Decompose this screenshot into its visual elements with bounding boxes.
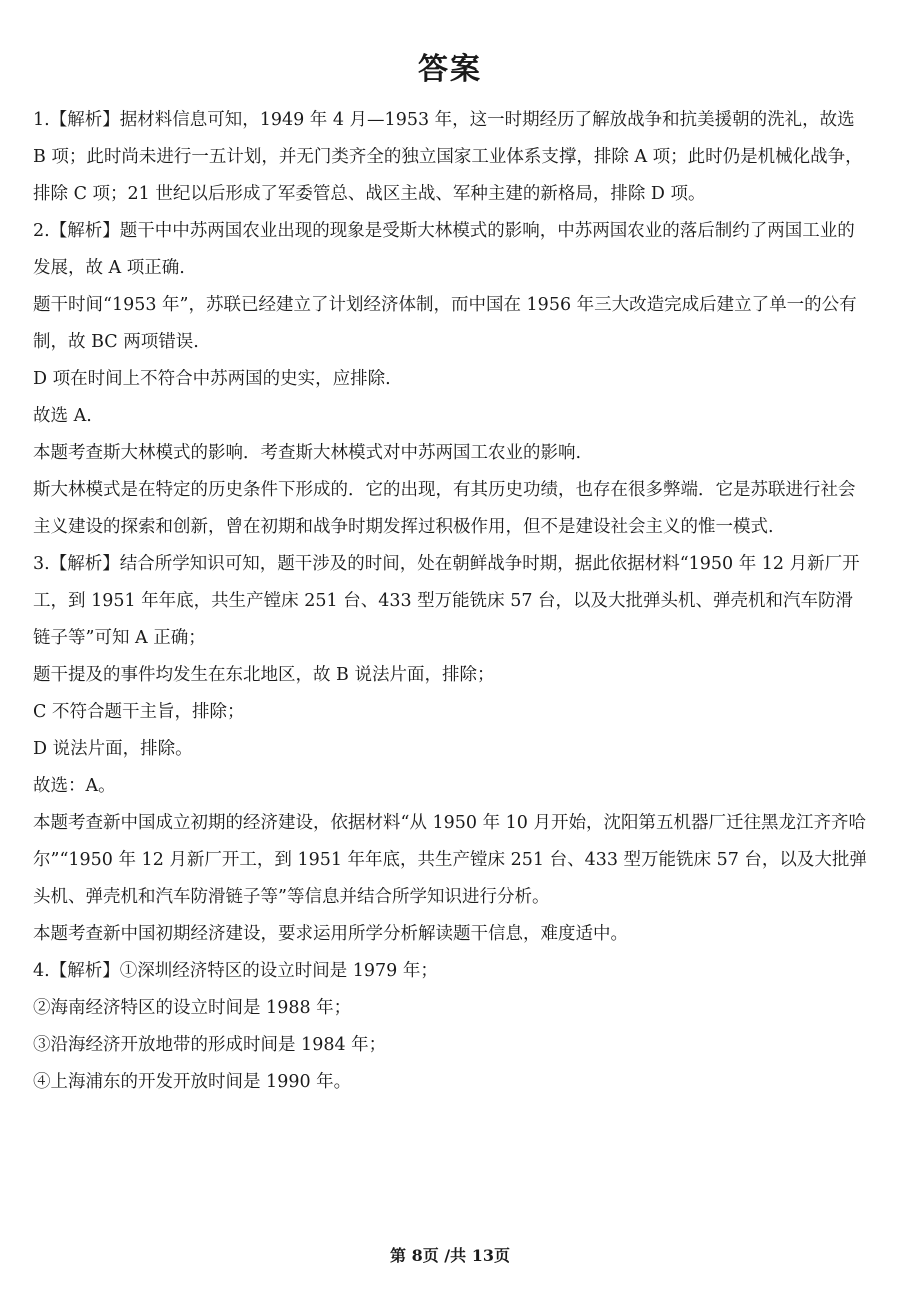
answer-paragraph: 1.【解析】据材料信息可知，1949 年 4 月—1953 年，这一时期经历了解放战争和抗美援朝的洗礼，故选 B 项；此时尚未进行一五计划，并无门类齐全的独立国家工业体系支撑，排除 A 项；此时仍是机械化战争，排除 C 项；21 世纪以后形成了军委管总、战区主战、军种主建的新格局，排除 D 项。 [33, 110, 863, 204]
answer-paragraph: 题干时间“1953 年”，苏联已经建立了计划经济体制，而中国在 1956 年三大改造完成后建立了单一的公有制，故 BC 两项错误. [33, 295, 857, 352]
answer-paragraph: 故选 A. [33, 406, 92, 426]
answer-paragraph: 斯大林模式是在特定的历史条件下形成的．它的出现，有其历史功绩，也存在很多弊端．它是苏联进行社会主义建设的探索和创新，曾在初期和战争时期发挥过积极作用，但不是建设社会主义的惟一模式. [33, 480, 856, 537]
answer-paragraph: 4.【解析】①深圳经济特区的设立时间是 1979 年； [33, 961, 438, 981]
answer-paragraph: D 项在时间上不符合中苏两国的史实，应排除. [33, 369, 391, 389]
answer-paragraph: ③沿海经济开放地带的形成时间是 1984 年； [33, 1035, 387, 1055]
answer-paragraph: 本题考查新中国成立初期的经济建设，依据材料“从 1950 年 10 月开始，沈阳第五机器厂迁往黑龙江齐齐哈尔”“1950 年 12 月新厂开工，到 1951 年年底，共生产镗床 251 台、433 型万能铣床 57 台，以及大批弹头机、弹壳机和汽车防滑链子等”等信息并结合所学知识进行分析。 [33, 813, 867, 907]
answer-paragraph: 2.【解析】题干中中苏两国农业出现的现象是受斯大林模式的影响，中苏两国农业的落后制约了两国工业的发展，故 A 项正确. [33, 221, 855, 278]
answer-paragraph: 故选：A。 [33, 776, 116, 796]
answer-paragraph: 本题考查斯大林模式的影响．考查斯大林模式对中苏两国工农业的影响. [33, 443, 582, 463]
answer-paragraph: 3.【解析】结合所学知识可知，题干涉及的时间，处在朝鲜战争时期，据此依据材料“1950 年 12 月新厂开工，到 1951 年年底，共生产镗床 251 台、433 型万能铣床 57 台，以及大批弹头机、弹壳机和汽车防滑链子等”可知 A 正确； [33, 554, 860, 648]
answer-paragraph: ④上海浦东的开发开放时间是 1990 年。 [33, 1072, 352, 1092]
page-title: 答案 [418, 52, 482, 87]
page-footer: 第 8页 /共 13页 [390, 1246, 510, 1265]
answer-paragraph: 本题考查新中国初期经济建设，要求运用所学分析解读题干信息，难度适中。 [33, 924, 628, 944]
answer-content [33, 102, 867, 1101]
answer-paragraph: D 说法片面，排除。 [33, 739, 193, 759]
answer-paragraph: 题干提及的事件均发生在东北地区，故 B 说法片面，排除； [33, 665, 495, 685]
answer-paragraph: ②海南经济特区的设立时间是 1988 年； [33, 998, 352, 1018]
answer-paragraph: C 不符合题干主旨，排除； [33, 702, 245, 722]
